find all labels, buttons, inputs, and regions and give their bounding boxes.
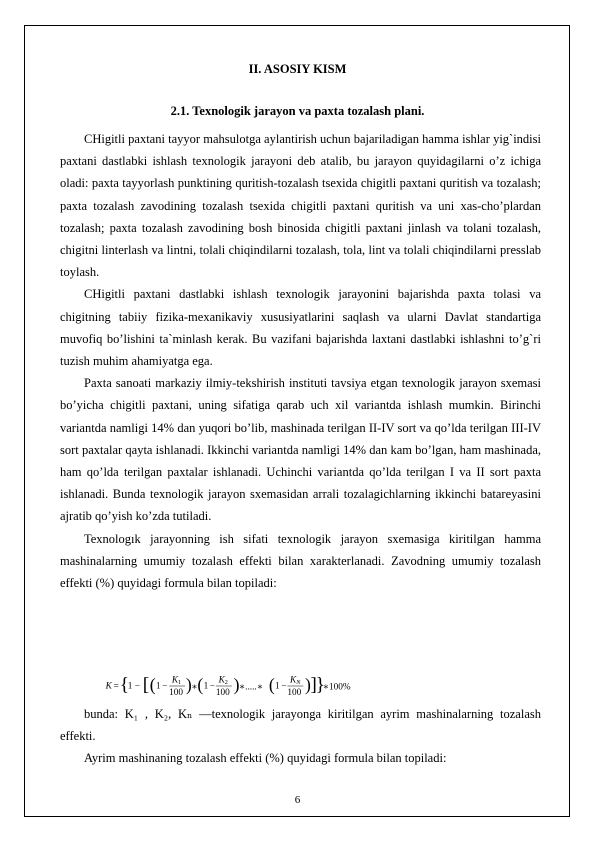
tail-paragraph-2: Ayrim mashinaning tozalash effekti (%) quyidagi formula bilan topiladi: [84, 751, 447, 766]
svg-text:[: [ [142, 674, 150, 696]
formula-eq: = [113, 681, 119, 692]
formula-k2: K [218, 675, 225, 686]
formula-tail: ∗100% [322, 682, 351, 693]
total-cleaning-effect-formula [88, 671, 388, 701]
section-heading: II. ASOSIY KISM [248, 62, 347, 76]
formula-one-1: 1 [155, 681, 161, 692]
formula-dots: ∗.....∗ [238, 682, 264, 693]
body-text [60, 128, 541, 594]
paragraph-1: CHigitli paxtani tayyor mahsulotga aylantirish uchun bajariladigan hamma ishlar yig`indisi paxtani dastlabki ishlash texnologik jarayoni deb atalib, bu jarayon quyidagilarni o’z ichiga oladi: paxta tayyorlash punktining quritish-tozalash tsexida chigitli paxtani quritish va tozalash; paxta tozalash zavodining tozalash tsexida chigitli paxtani quritish va uni xas-cho’plardan tozalash; paxta tozalash zavodining bosh binosida chigitli paxtani jinlash va tolani tozalash, chigitni linterlash va lintni, tolali chiqindilarni tozalash, tola, lint va tolali chiqindilarni presslab toylash. [60, 132, 541, 280]
paragraph-3: Paxta sanoati markaziy ilmiy-tekshirish instituti tavsiya etgan texnologik jarayon sxemasi bo’yicha chigitli paxtani, uning sifatiga qarab uch xil variantda ishlash mumkin. Birinchi variantda namligi 14% dan yuqori bo’lib, mashinada terilgan II-IV sort va qo’lda terilgan III-IV sort paxtalar qayta ishlanadi. Ikkinchi variantda namligi 14% dan kam bo’lgan, ham mashinada, ham qo’lda terilgan paxtalar ishlanadi. Uchinchi variantda qo’lda terilgan I va II sort paxta ishlanadi. Bunda texnologik jarayon sxemasidan arrali tozalagichlarning ikkinchi batareyasini ajratib qo’yish ko’zda tutiladi. [60, 376, 541, 524]
formula-denom-1: 100 [169, 687, 184, 698]
formula-one: 1 [127, 681, 133, 692]
formula-k2-sub: 2 [224, 680, 228, 687]
subsection-heading: 2.1. Texnologik jarayon va paxta tozalash plani. [170, 104, 425, 118]
tail-paragraph-1: bunda: K₁ , K₂, Kₙ —texnologik jarayonga kiritilgan ayrim mashinalarning tozalash effekti. [60, 707, 541, 744]
paragraph-4: Texnologık jarayonning ish sifati texnologik jarayon sxemasiga kiritilgan hamma mashinalarning umumiy tozalash effekti bilan xarakterlanadi. Zavodning umumiy tozalash effekti (%) quyidagi formula bilan topiladi: [60, 531, 541, 591]
formula-minus-n: − [281, 681, 287, 692]
svg-text:): ) [305, 674, 311, 695]
formula-minus-2: − [209, 681, 215, 692]
formula-kn-sub: N [296, 680, 301, 687]
svg-text:{: { [119, 674, 130, 696]
svg-text:}: } [315, 674, 325, 696]
formula-lhs: K [105, 681, 112, 692]
tail-text [60, 703, 541, 770]
svg-text:(: ( [268, 674, 275, 695]
svg-text:): ) [185, 674, 192, 695]
formula-denom-2: 100 [215, 687, 230, 698]
svg-text:): ) [233, 674, 240, 695]
formula-one-2: 1 [203, 681, 209, 692]
formula-kn: K [290, 675, 297, 686]
svg-text:(: ( [149, 674, 156, 695]
paragraph-2: CHigitli paxtani dastlabki ishlash texnologik jarayonini bajarishda paxta tolasi va chigitning tabiiy fizika-mexanikaviy xususiyatlarini saqlash va ularni Davlat standartiga muvofiq bo’lishini ta`minlash kerak. Bu vazifani bajarishda laxtani dastlabki ishlashni to’g`ri tuzish muhim ahamiyatga ega. [60, 287, 541, 369]
svg-text:]: ] [310, 674, 317, 696]
formula-mult-1: ∗ [191, 682, 198, 693]
formula-one-n: 1 [275, 681, 280, 692]
formula-minus-1: − [162, 681, 168, 692]
formula-minus-a: − [134, 681, 140, 692]
formula-denom-n: 100 [287, 687, 302, 698]
formula-k1: K [171, 675, 178, 686]
page-number: 6 [294, 794, 301, 806]
formula-k1-sub: 1 [178, 680, 182, 687]
svg-text:(: ( [197, 674, 204, 695]
